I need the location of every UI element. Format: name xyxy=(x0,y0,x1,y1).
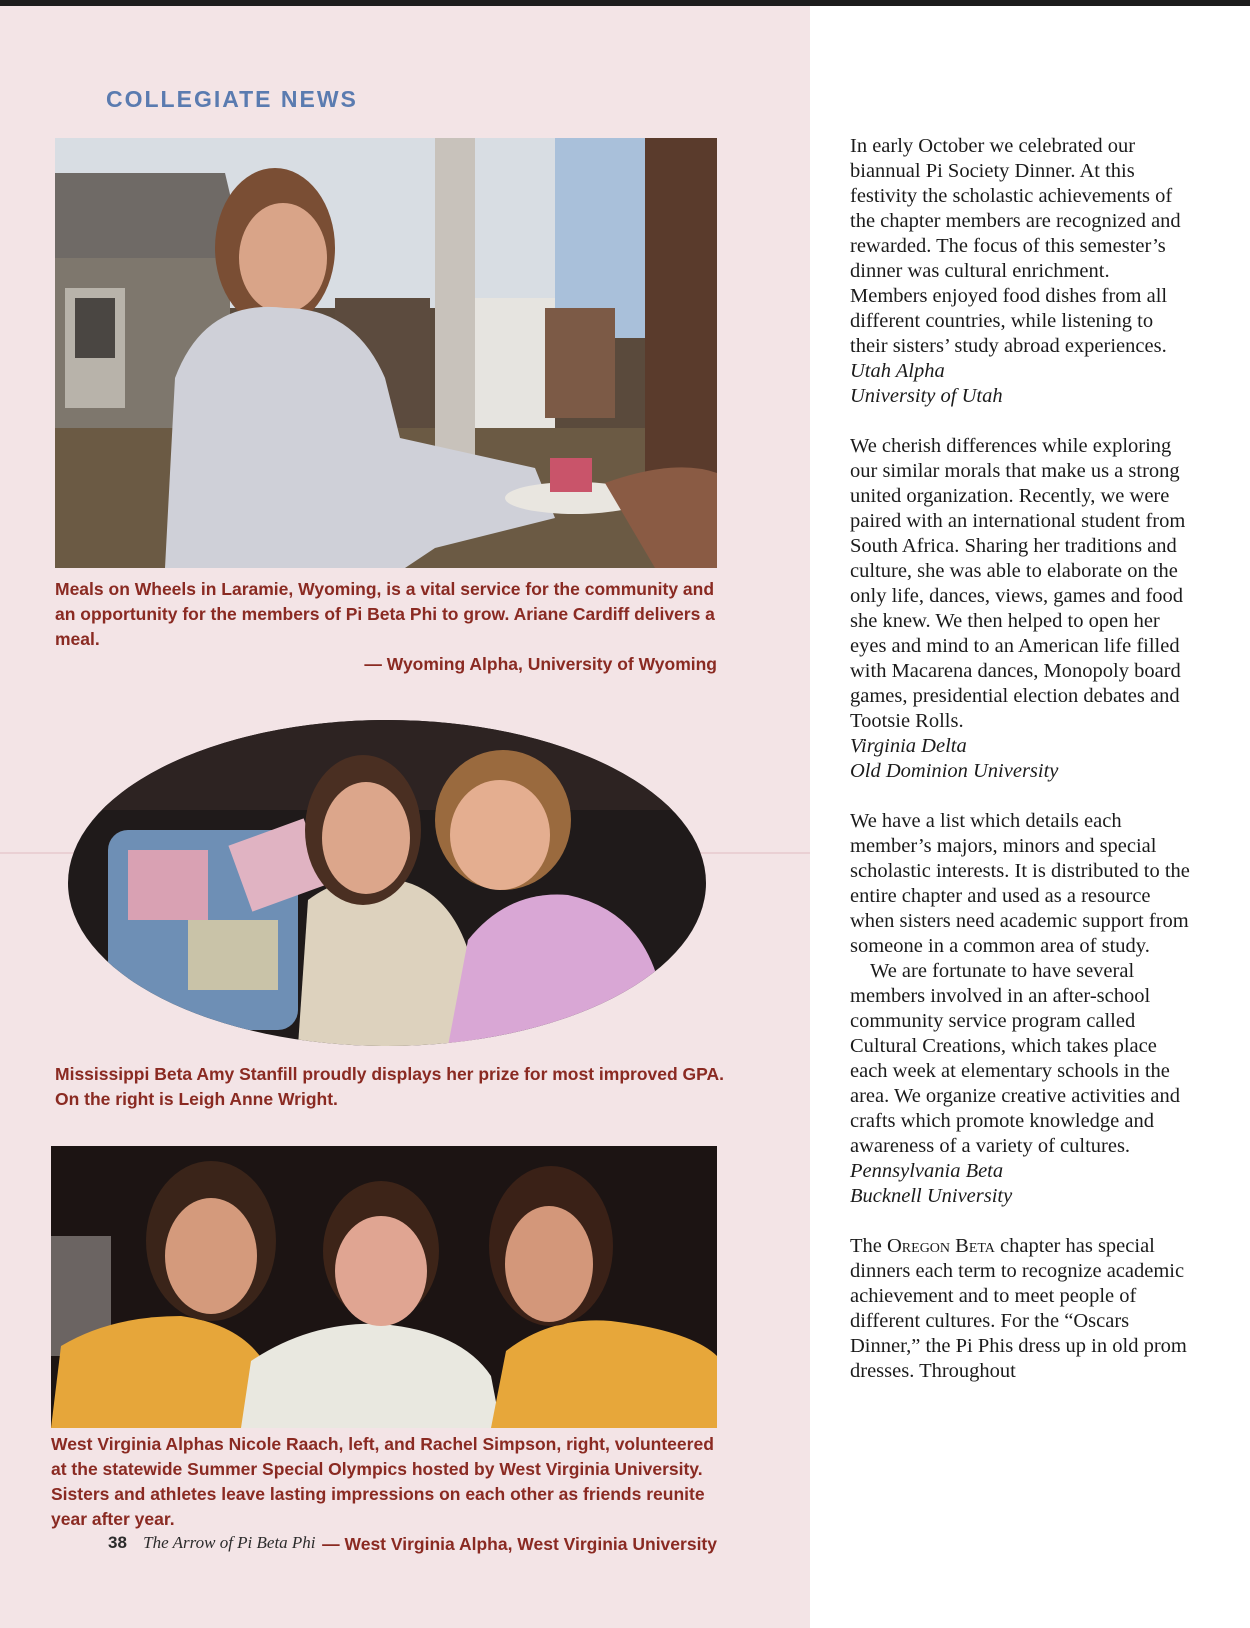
page-footer xyxy=(108,1533,316,1553)
school-name: Old Dominion University xyxy=(850,760,1059,782)
chapter-name-smallcaps: Oregon Beta xyxy=(887,1235,995,1257)
article-oregon-beta xyxy=(850,1234,1190,1384)
photo3-caption-text: West Virginia Alphas Nicole Raach, left, and Rachel Simpson, right, volunteered at the statewide Summer Special Olympics hosted by West Virginia University. Sisters and athletes leave lasting impressions on each other as friends reunite year after year. xyxy=(51,1434,714,1529)
article-lead: The xyxy=(850,1235,887,1257)
photo1-caption xyxy=(55,577,717,677)
photo2-caption xyxy=(55,1062,735,1112)
section-heading: COLLEGIATE NEWS xyxy=(106,86,358,112)
meals-on-wheels-photo xyxy=(55,138,717,568)
article-body-rest: chapter has special dinners each term to recognize academic achievement and to meet people of different cultures. For the “Oscars Dinner,” the Pi Phis dress up in old prom dresses. Throughout xyxy=(850,1235,1187,1382)
article-body: In early October we celebrated our biannual Pi Society Dinner. At this festivity the scholastic achievements of the chapter members are recognized and rewarded. The focus of this semester’s dinner was cultural enrichment. Members enjoyed food dishes from all different countries, while listening to their sisters’ study abroad experiences. xyxy=(850,135,1181,357)
photo1-caption-text: Meals on Wheels in Laramie, Wyoming, is a vital service for the community and an opportunity for the members of Pi Beta Phi to grow. Ariane Cardiff delivers a meal. xyxy=(55,579,715,649)
article-pennsylvania-beta xyxy=(850,809,1190,1209)
article-column xyxy=(850,134,1190,1409)
article-utah-alpha xyxy=(850,134,1190,409)
page-number: 38 xyxy=(108,1533,127,1552)
article-body xyxy=(850,1234,1190,1384)
photo2-caption-text: Mississippi Beta Amy Stanfill proudly displays her prize for most improved GPA. On the right is Leigh Anne Wright. xyxy=(55,1064,725,1109)
school-name: University of Utah xyxy=(850,385,1003,407)
publication-title: The Arrow of Pi Beta Phi xyxy=(143,1533,316,1552)
school-name: Bucknell University xyxy=(850,1185,1013,1207)
article-virginia-delta xyxy=(850,434,1190,784)
photo1-credit: — Wyoming Alpha, University of Wyoming xyxy=(364,654,717,674)
article-body: We have a list which details each member’s majors, minors and special scholastic interests. It is distributed to the entire chapter and used as a resource when sisters need academic support from someone in a common area of study. xyxy=(850,810,1190,957)
article-body: We cherish differences while exploring our similar morals that make us a strong united organization. Recently, we were paired with an international student from South Africa. Sharing her traditions and culture, she was able to elaborate on the only life, dances, views, games and food she knew. We then helped to open her eyes and mind to an American life filled with Macarena dances, Monopoly board games, presidential election debates and Tootsie Rolls. xyxy=(850,435,1186,732)
chapter-name: Utah Alpha xyxy=(850,360,945,382)
chapter-name: Pennsylvania Beta xyxy=(850,1160,1004,1182)
article-body-paragraph-2: We are fortunate to have several members involved in an after-school community service program called Cultural Creations, which takes place each week at elementary schools in the area. We organize creative activities and crafts which promote knowledge and awareness of a variety of cultures. xyxy=(850,960,1180,1157)
chapter-name: Virginia Delta xyxy=(850,735,967,757)
special-olympics-photo xyxy=(51,1146,717,1428)
gpa-prize-photo xyxy=(68,720,706,1046)
photo3-credit: — West Virginia Alpha, West Virginia University xyxy=(322,1534,717,1554)
